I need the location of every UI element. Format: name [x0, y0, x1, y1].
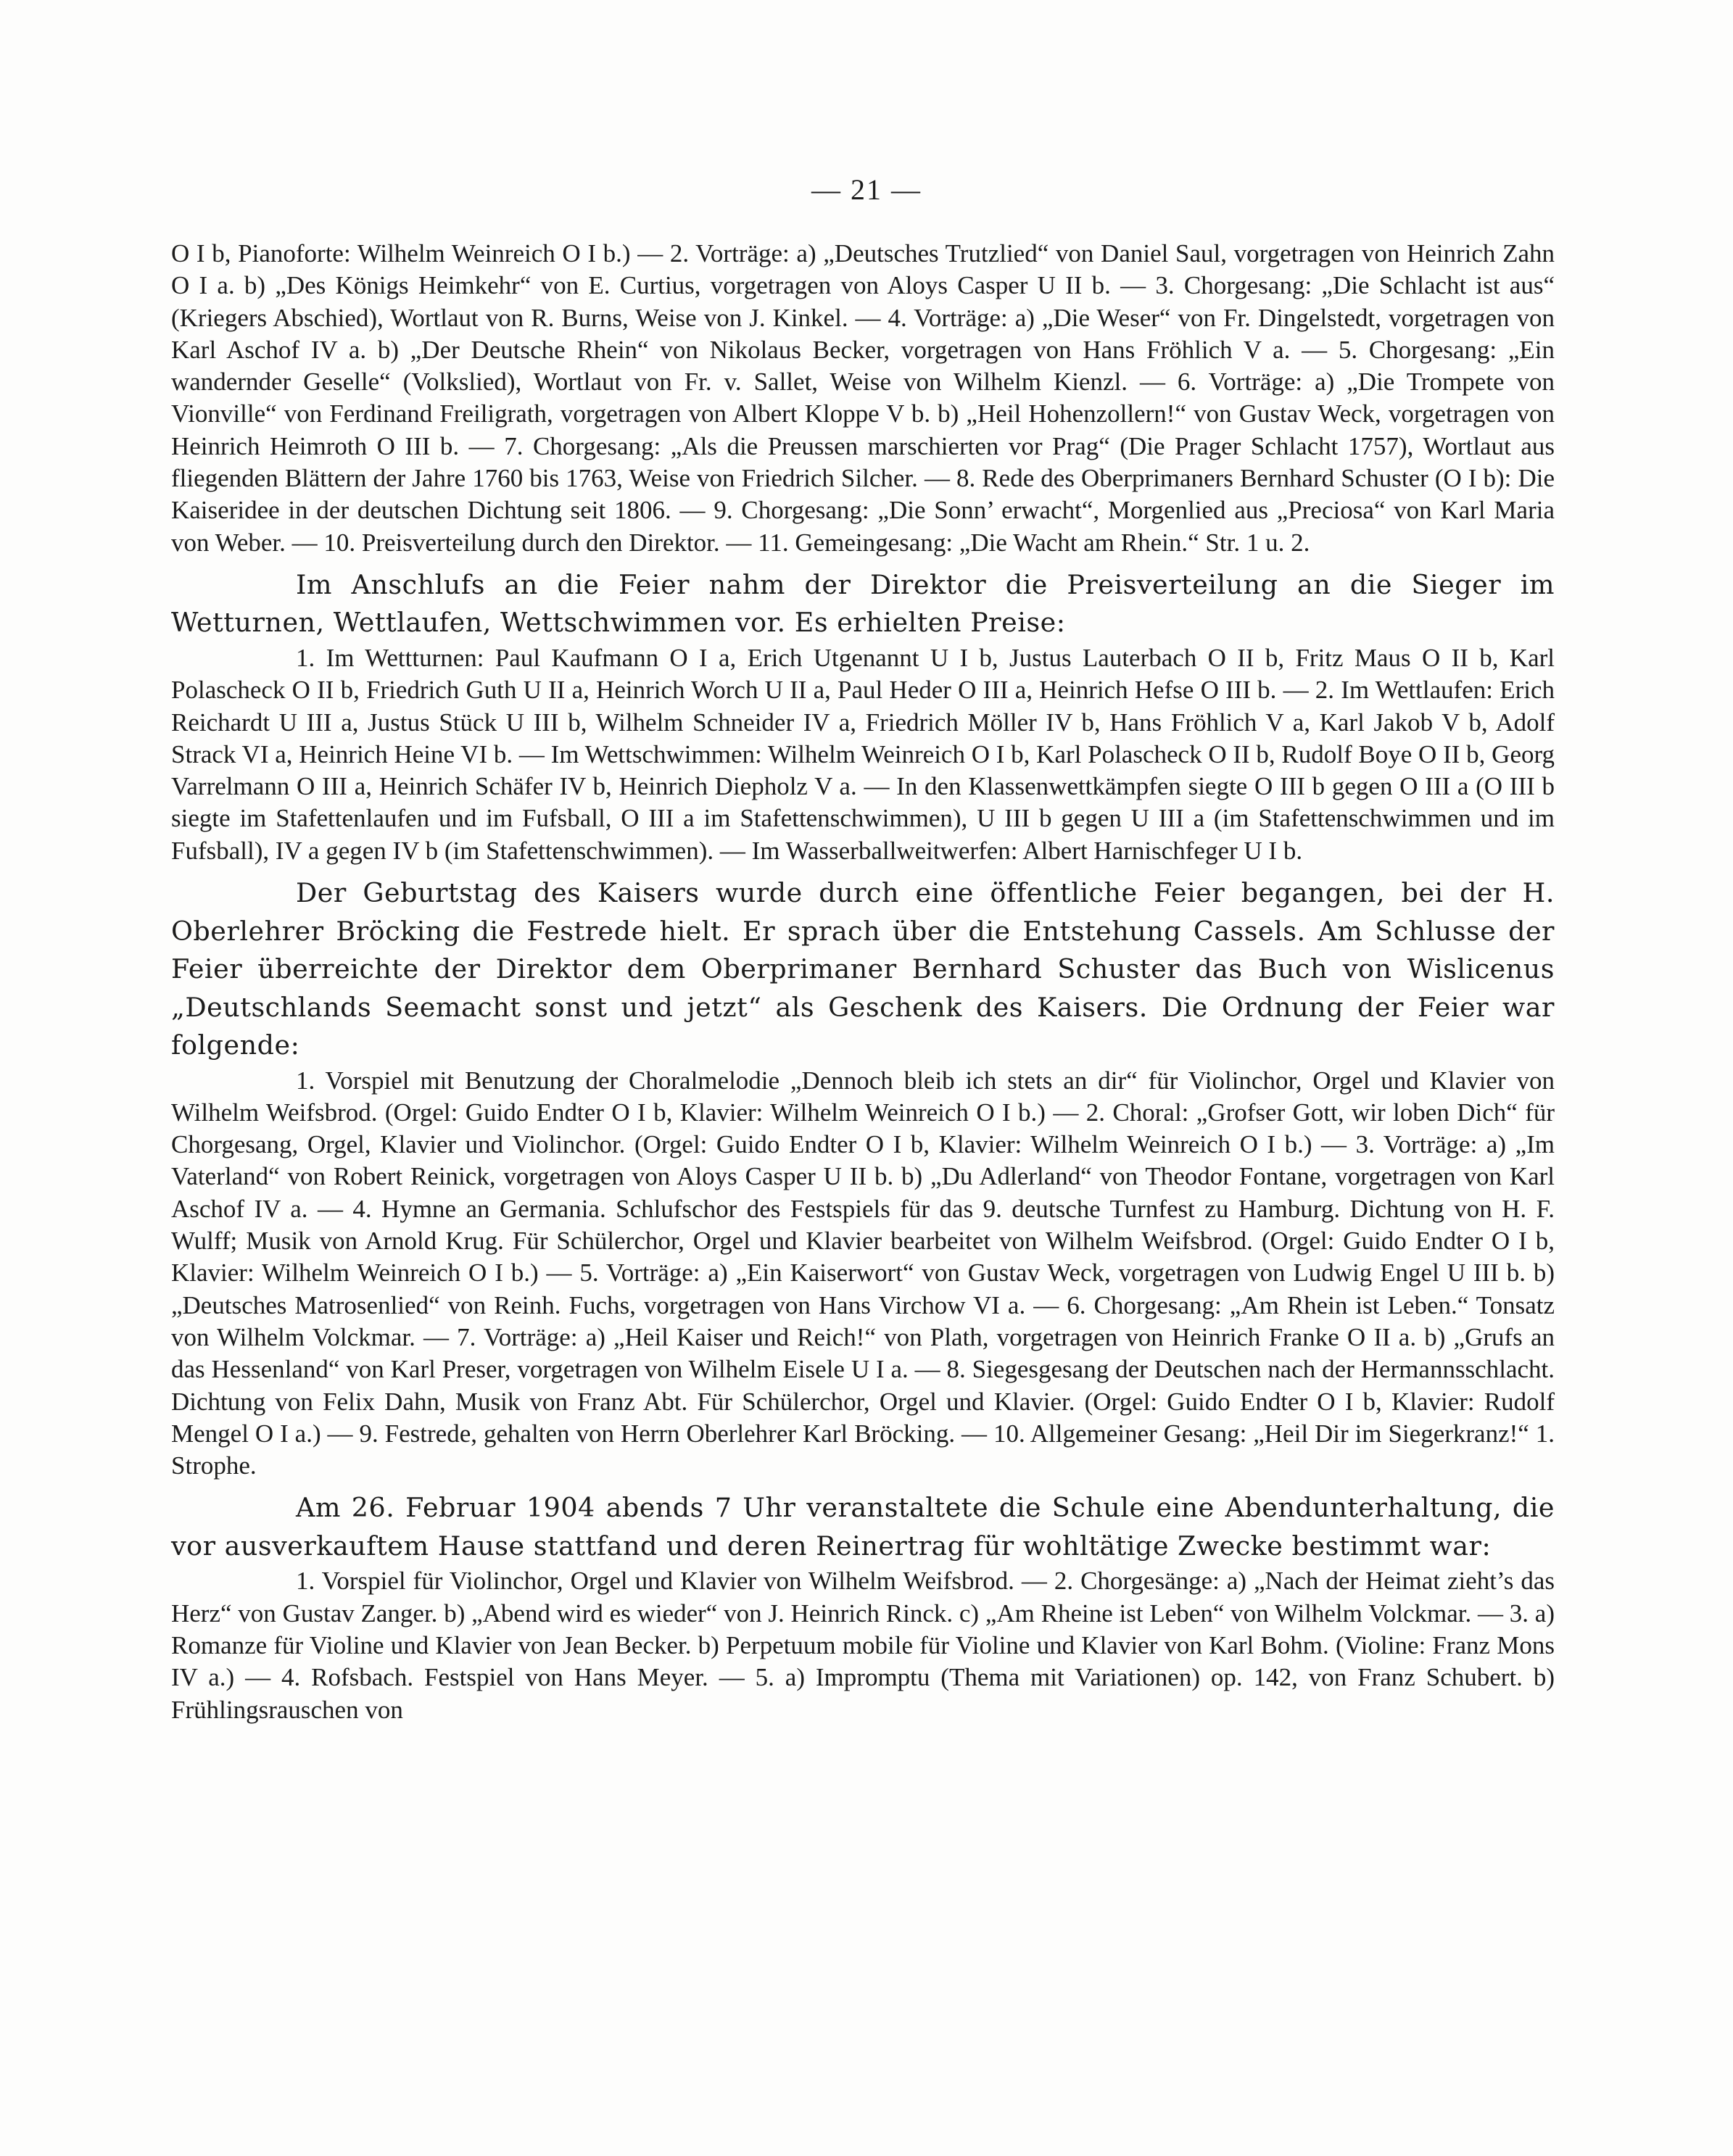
- paragraph-evening-program: 1. Vorspiel für Violinchor, Orgel und Klavier von Wilhelm Weifsbrod. — 2. Chorgesänge: a) „Nach der Heimat zieht’s das Herz“ von Gustav Zanger. b) „Abend wird es wieder“ von J. Heinrich Rinck. c) „Am Rheine ist Leben“ von Wilhelm Volckmar. — 3. a) Romanze für Violine und Klavier von Jean Becker. b) Perpetuum mobile für Violine und Klavier von Karl Bohm. (Violine: Franz Mons IV a.) — 4. Rofsbach. Festspiel von Hans Meyer. — 5. a) Impromptu (Thema mit Variationen) op. 142, von Franz Schubert. b) Frühlingsrauschen von: [171, 1567, 1555, 1724]
- paragraph-kaiser-birthday: Der Geburtstag des Kaisers wurde durch eine öffentliche Feier begangen, bei der H. Oberlehrer Bröcking die Festrede hielt. Er sprach über die Entstehung Cassels. Am Schlusse der Feier überreichte der Direktor dem Oberprimaner Bernhard Schuster das Buch von Wislicenus „Deutschlands Seemacht sonst und jetzt“ als Geschenk des Kaisers. Die Ordnung der Feier war folgende:: [171, 877, 1555, 1061]
- paragraph-evening-event: Am 26. Februar 1904 abends 7 Uhr veranstaltete die Schule eine Abendunterhaltung, die vor ausverkauftem Hause stattfand und deren Reinertrag für wohltätige Zwecke bestimmt war:: [171, 1492, 1555, 1562]
- paragraph-program-continued: O I b, Pianoforte: Wilhelm Weinreich O I b.) — 2. Vorträge: a) „Deutsches Trutzlied“ von Daniel Saul, vorgetragen von Heinrich Zahn O I a. b) „Des Königs Heimkehr“ von E. Curtius, vorgetragen von Aloys Casper U II b. — 3. Chorgesang: „Die Schlacht ist aus“ (Kriegers Abschied), Wortlaut von R. Burns, Weise von J. Kinkel. — 4. Vorträge: a) „Die Weser“ von Fr. Dingelstedt, vorgetragen von Karl Aschof IV a. b) „Der Deutsche Rhein“ von Nikolaus Becker, vorgetragen von Hans Fröhlich V a. — 5. Chorgesang: „Ein wandernder Geselle“ (Volkslied), Wortlaut von Fr. v. Sallet, Weise von Wilhelm Kienzl. — 6. Vorträge: a) „Die Trompete von Vionville“ von Ferdinand Freiligrath, vorgetragen von Albert Kloppe V b. b) „Heil Hohenzollern!“ von Gustav Weck, vorgetragen von Heinrich Heimroth O III b. — 7. Chorgesang: „Als die Preussen marschierten vor Prag“ (Die Prager Schlacht 1757), Wortlaut aus fliegenden Blättern der Jahre 1760 bis 1763, Weise von Friedrich Silcher. — 8. Rede des Oberprimaners Bernhard Schuster (O I b): Die Kaiseridee in der deutschen Dichtung seit 1806. — 9. Chorgesang: „Die Sonn’ erwacht“, Morgenlied aus „Preciosa“ von Karl Maria von Weber. — 10. Preisverteilung durch den Direktor. — 11. Gemeingesang: „Die Wacht am Rhein.“ Str. 1 u. 2.: [171, 239, 1555, 557]
- paragraph-prize-intro: Im Anschlufs an die Feier nahm der Direktor die Preisverteilung an die Sieger im Wetturnen, Wettlaufen, Wettschwimmen vor. Es erhielten Preise:: [171, 568, 1555, 639]
- page-number: — 21 —: [811, 173, 922, 206]
- paragraph-birthday-program: 1. Vorspiel mit Benutzung der Choralmelodie „Dennoch bleib ich stets an dir“ für Violinchor, Orgel und Klavier von Wilhelm Weifsbrod. (Orgel: Guido Endter O I b, Klavier: Wilhelm Weinreich O I b.) — 2. Choral: „Grofser Gott, wir loben Dich“ für Chorgesang, Orgel, Klavier und Violinchor. (Orgel: Guido Endter O I b, Klavier: Wilhelm Weinreich O I b.) — 3. Vorträge: a) „Im Vaterland“ von Robert Reinick, vorgetragen von Aloys Casper U II b. b) „Du Adlerland“ von Theodor Fontane, vorgetragen von Karl Aschof IV a. — 4. Hymne an Germania. Schlufschor des Festspiels für das 9. deutsche Turnfest zu Hamburg. Dichtung von H. F. Wulff; Musik von Arnold Krug. Für Schülerchor, Orgel und Klavier bearbeitet von Wilhelm Weifsbrod. (Orgel: Guido Endter O I b, Klavier: Wilhelm Weinreich O I b.) — 5. Vorträge: a) „Ein Kaiserwort“ von Gustav Weck, vorgetragen von Ludwig Engel U III b. b) „Deutsches Matrosenlied“ von Reinh. Fuchs, vorgetragen von Hans Virchow VI a. — 6. Chorgesang: „Am Rhein ist Leben.“ Tonsatz von Wilhelm Volckmar. — 7. Vorträge: a) „Heil Kaiser und Reich!“ von Plath, vorgetragen von Heinrich Franke O II a. b) „Grufs an das Hessenland“ von Karl Preser, vorgetragen von Wilhelm Eisele U I a. — 8. Siegesgesang der Deutschen nach der Hermannsschlacht. Dichtung von Felix Dahn, Musik von Franz Abt. Für Schülerchor, Orgel und Klavier. (Orgel: Guido Endter O I b, Klavier: Rudolf Mengel O I a.) — 9. Festrede, gehalten von Herrn Oberlehrer Karl Bröcking. — 10. Allgemeiner Gesang: „Heil Dir im Siegerkranz!“ 1. Strophe.: [171, 1066, 1555, 1480]
- text-body: [171, 238, 1555, 1726]
- paragraph-prize-list: 1. Im Wettturnen: Paul Kaufmann O I a, Erich Utgenannt U I b, Justus Lauterbach O II b, Fritz Maus O II b, Karl Polascheck O II b, Friedrich Guth U II a, Heinrich Worch U II a, Paul Heder O III a, Heinrich Hefse O III b. — 2. Im Wettlaufen: Erich Reichardt U III a, Justus Stück U III b, Wilhelm Schneider IV a, Friedrich Möller IV b, Hans Fröhlich V a, Karl Jakob V b, Adolf Strack VI a, Heinrich Heine VI b. — Im Wettschwimmen: Wilhelm Weinreich O I b, Karl Polascheck O II b, Rudolf Boye O II b, Georg Varrelmann O III a, Heinrich Schäfer IV b, Heinrich Diepholz V a. — In den Klassenwettkämpfen siegte O III b gegen O III a (O III b siegte im Stafettenlaufen und im Fufsball, O III a im Stafettenschwimmen), U III b gegen U III a (im Stafettenschwimmen und im Fufsball), IV a gegen IV b (im Stafettenschwimmen). — Im Wasserballweitwerfen: Albert Harnischfeger U I b.: [171, 643, 1555, 865]
